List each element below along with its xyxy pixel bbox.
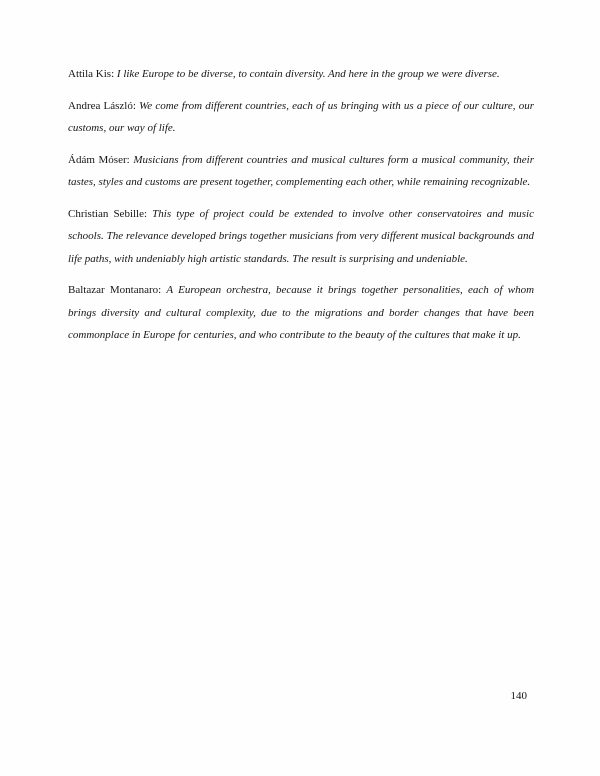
speaker-name: Attila Kis [68, 68, 112, 80]
quote-text: Musicians from different countries and musical cultures form a musical community, their tastes, styles and customs are present together, complementing each other, while remaining recognizable. [68, 153, 534, 188]
speaker-separator: : [111, 68, 117, 80]
quote-paragraph [68, 149, 534, 194]
quote-paragraph [68, 203, 534, 271]
speaker-separator: : [126, 153, 134, 166]
quote-paragraph [68, 95, 534, 140]
quote-text: This type of project could be extended to involve other conservatoires and music schools. The relevance developed brings together musicians from very different musical backgrounds and life paths, with undeniably high artistic standards. The result is surprising and undeniable. [68, 207, 534, 265]
speaker-separator: : [132, 99, 140, 112]
speaker-name: Baltazar Montanaro [68, 284, 159, 296]
speaker-separator: : [144, 207, 153, 220]
quote-text: I like Europe to be diverse, to contain diversity. And here in the group we were diverse. [116, 68, 500, 80]
speaker-name: Christian Sebille [68, 207, 144, 220]
quote-paragraph [68, 279, 534, 347]
speaker-separator: : [158, 284, 167, 296]
speaker-name: Ádám Móser [68, 153, 127, 166]
speaker-name: Andrea László [68, 99, 133, 112]
quote-paragraph [68, 63, 534, 86]
page-body [68, 63, 534, 356]
page-number: 140 [510, 690, 527, 702]
quote-text: We come from different countries, each of us bringing with us a piece of our culture, our customs, our way of life. [68, 99, 535, 134]
quote-text: A European orchestra, because it brings together personalities, each of whom brings diversity and cultural complexity, due to the migrations and border changes that have been commonplace in Europe for centuries, and who contribute to the beauty of the cultures that make it up. [68, 284, 535, 341]
